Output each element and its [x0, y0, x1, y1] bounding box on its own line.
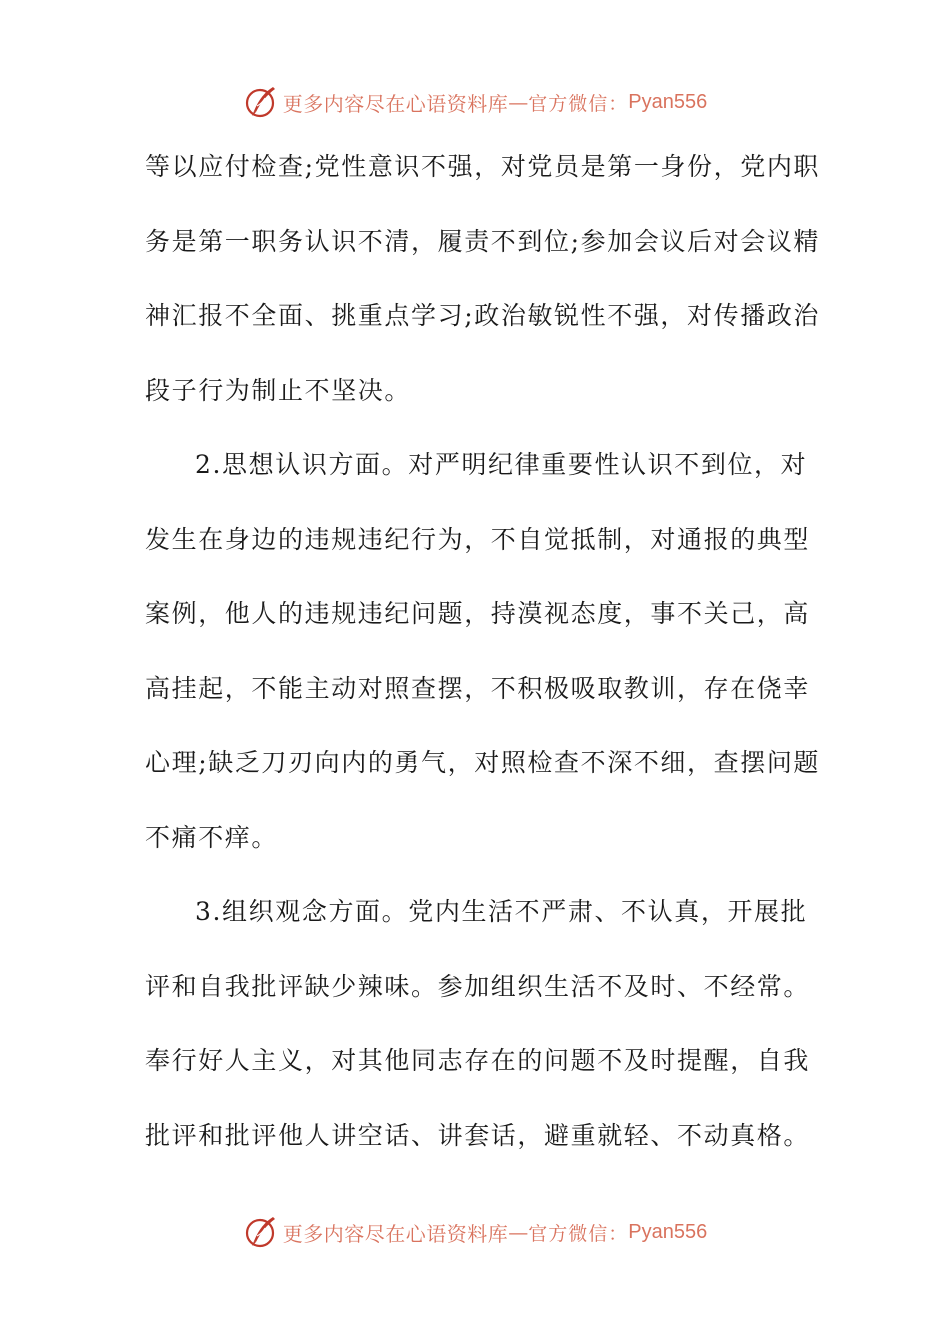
- body-line: 高挂起，不能主动对照查摆，不积极吸取教训，存在侥幸: [145, 673, 811, 703]
- banner-main-text: 更多内容尽在心语资料库: [282, 91, 509, 116]
- banner-wechat-label: 官方微信：: [528, 1222, 629, 1245]
- paragraph-start-line: 3.组织观念方面。党内生活不严肃、不认真，开展批: [195, 897, 808, 926]
- header-banner: [0, 82, 950, 122]
- banner-wechat-id: Pyan556: [628, 90, 708, 113]
- footer-banner: [0, 1212, 950, 1252]
- quill-pen-logo-icon: [243, 84, 279, 120]
- body-line: 务是第一职务认识不清，履责不到位;参加会议后对会议精: [145, 226, 821, 256]
- document-body: [145, 130, 821, 1173]
- body-line: 发生在身边的违规违纪行为，不自觉抵制，对通报的典型: [145, 524, 811, 554]
- body-line: 段子行为制止不坚决。: [145, 375, 412, 405]
- body-line: 批评和批评他人讲空话、讲套话，避重就轻、不动真格。: [145, 1120, 811, 1150]
- body-line: 等以应付检查;党性意识不强，对党员是第一身份，党内职: [145, 152, 821, 181]
- banner-wechat-label: 官方微信：: [528, 92, 629, 115]
- banner-main-text: 更多内容尽在心语资料库: [282, 1221, 509, 1246]
- body-line: 奉行好人主义，对其他同志存在的问题不及时提醒，自我: [145, 1046, 811, 1075]
- banner-dash: —: [508, 1220, 529, 1244]
- banner-dash: —: [508, 90, 529, 114]
- body-line: 神汇报不全面、挑重点学习;政治敏锐性不强，对传播政治: [145, 301, 821, 330]
- banner-wechat-id: Pyan556: [628, 1220, 708, 1243]
- paragraph-start-line: 2.思想认识方面。对严明纪律重要性认识不到位，对: [195, 450, 808, 479]
- body-line: 案例，他人的违规违纪问题，持漠视态度，事不关己，高: [145, 599, 811, 628]
- body-line: 心理;缺乏刀刃向内的勇气，对照检查不深不细，查摆问题: [145, 748, 821, 777]
- body-line: 不痛不痒。: [145, 822, 279, 852]
- quill-pen-logo-icon: [243, 1214, 279, 1250]
- body-line: 评和自我批评缺少辣味。参加组织生活不及时、不经常。: [145, 971, 811, 1001]
